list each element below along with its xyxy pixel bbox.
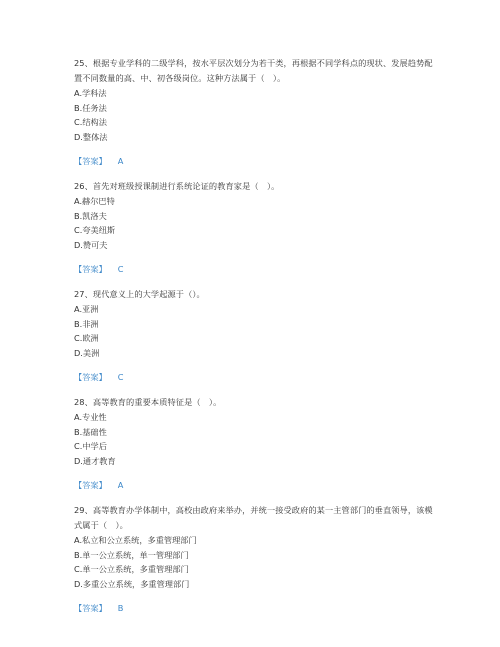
answer-label: 【答案】 <box>74 264 107 274</box>
option-d: D.多重公立系统，多重管理部门 <box>74 578 190 589</box>
option-d: D.美洲 <box>74 347 100 358</box>
option-d: D.通才教育 <box>74 455 116 466</box>
answer-value: C <box>117 264 124 274</box>
question-stem: 25、根据专业学科的二级学科，按水平层次划分为若干类，再根据不同学科点的现状、发展趋势配置不同数量的高、中、初各级岗位。这种方法属于（ ）。 <box>74 58 433 83</box>
option-list <box>74 302 434 360</box>
option-a: A.亚洲 <box>74 304 99 314</box>
answer-line <box>74 262 434 276</box>
option-b: B.任务法 <box>74 102 107 113</box>
option-list <box>74 86 434 144</box>
question-26 <box>74 179 434 276</box>
option-a: A.学科法 <box>74 88 107 98</box>
answer-value: C <box>117 372 124 382</box>
question-29 <box>74 503 434 615</box>
option-c: C.结构法 <box>74 117 107 127</box>
option-c: C.欧洲 <box>74 333 99 343</box>
option-b: B.非洲 <box>74 318 99 329</box>
option-c: C.中学后 <box>74 441 107 451</box>
question-25 <box>74 56 434 168</box>
answer-line <box>74 478 434 492</box>
option-list <box>74 410 434 468</box>
option-a: A.私立和公立系统，多重管理部门 <box>74 535 197 545</box>
answer-value: A <box>117 156 124 166</box>
question-stem: 29、高等教育办学体制中，高校由政府来举办，并统一接受政府的某一主管部门的垂直领导，该模式属于（ ）。 <box>74 505 433 530</box>
answer-label: 【答案】 <box>74 603 107 613</box>
option-a: A.赫尔巴特 <box>74 196 115 206</box>
option-c: C.夸美纽斯 <box>74 225 116 235</box>
option-b: B.单一公立系统，单一管理部门 <box>74 549 189 560</box>
answer-label: 【答案】 <box>74 156 107 166</box>
question-stem: 26、首先对班级授课制进行系统论证的教育家是（ ）。 <box>74 181 280 191</box>
question-27 <box>74 287 434 384</box>
option-d: D.整体法 <box>74 131 108 142</box>
option-c: C.单一公立系统，多重管理部门 <box>74 564 189 574</box>
question-list <box>74 56 434 615</box>
option-a: A.专业性 <box>74 412 107 422</box>
answer-value: B <box>117 603 124 613</box>
answer-label: 【答案】 <box>74 372 107 382</box>
option-list <box>74 194 434 252</box>
answer-value: A <box>117 480 124 490</box>
question-28 <box>74 395 434 492</box>
option-b: B.基础性 <box>74 426 107 437</box>
answer-label: 【答案】 <box>74 480 107 490</box>
answer-line <box>74 370 434 384</box>
answer-line <box>74 601 434 615</box>
option-b: B.凯洛夫 <box>74 210 107 221</box>
option-list <box>74 533 434 591</box>
answer-line <box>74 154 434 168</box>
question-stem: 27、现代意义上的大学起源于（）。 <box>74 289 205 299</box>
option-d: D.赞可夫 <box>74 239 108 250</box>
question-stem: 28、高等教育的重要本质特征是（ ）。 <box>74 397 222 407</box>
